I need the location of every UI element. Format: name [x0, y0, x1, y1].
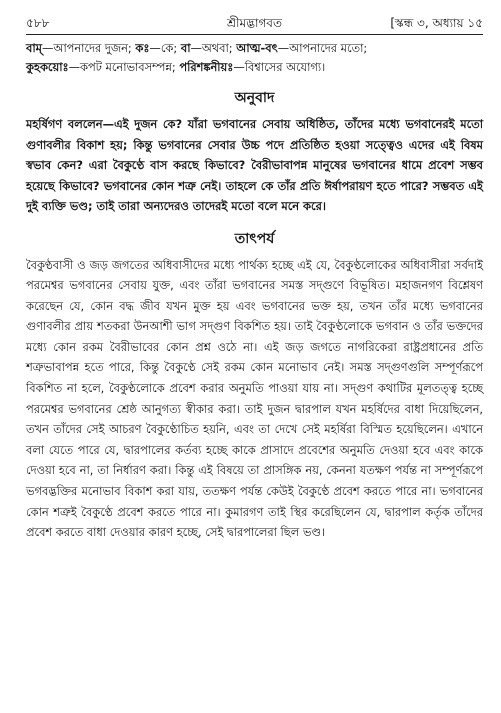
purport-text: বৈকুণ্ঠবাসী ও জড় জগতের অধিবাসীদের মধ্যে পার্থক্য হচ্ছে এই যে, বৈকুণ্ঠলোকের অধিবাসীরা সর্বদাই পরমেশ্বর ভগবানের সেবায় যুক্ত, এবং তাঁরা ভগবানের সমস্ত সদ্‌গুণে বিভূষিত। মহাজনগণ বিশ্লেষণ করেছেন যে, কোন বদ্ধ জীব যখন মুক্ত হয় এবং ভগবানের ভক্ত হয়, তখন তাঁর মধ্যে ভগবানের গুণাবলীর প্রায় শতকরা উনআশী ভাগ সদ্‌গুণ বিকশিত হয়। তাই বৈকুণ্ঠলোকে ভগবান ও তাঁর ভক্তদের মধ্যে কোন রকম বৈরীভাবের কোন প্রশ্ন ওঠে না। এই জড় জগতে নাগরিকেরা রাষ্ট্রপ্রধানের প্রতি শত্রুভাবাপন্ন হতে পারে, কিন্তু বৈকুণ্ঠে সেই রকম কোন মনোভাব নেই। সমস্ত সদ্‌গুণগুলি সম্পূর্ণরূপে বিকশিত না হলে, বৈকুণ্ঠলোকে প্রবেশ করার অনুমতি পাওয়া যায় না। সদ্‌গুণ কথাটির মূলতত্ত্ব হচ্ছে পরমেশ্বর ভগবানের শ্রেষ্ঠ আনুগত্য স্বীকার করা। তাই দুজন দ্বারপাল যখন মহর্ষিদের বাধা দিয়েছিলেন, তখন তাঁদের সেই আচরণ বৈকুণ্ঠোচিত হয়নি, এবং তা দেখে সেই মহর্ষিরা বিস্মিত হয়েছিলেন। এখানে বলা যেতে পারে যে, দ্বারপালের কর্তব্য হচ্ছে কাকে প্রাসাদে প্রবেশের অনুমতি দেওয়া হবে এবং কাকে দেওয়া হবে না, তা নির্ধারণ করা। কিন্তু এই বিষয়ে তা প্রাসঙ্গিক নয়, কেননা যতক্ষণ পর্যন্ত না সম্পূর্ণরূপে ভগবদ্ভক্তির মনোভাব বিকাশ করা যায়, ততক্ষণ পর্যন্ত কেউই বৈকুণ্ঠে প্রবেশ করতে পারে না। ভগবানের কোন শত্রুই বৈকুণ্ঠে প্রবেশ করতে পারে না। কুমারগণ তাই স্থির করেছিলেন যে, দ্বারপাল কর্তৃক তাঁদের প্রবেশ করতে বাধা দেওয়ার কারণ হচ্ছে, সেই দ্বারপালেরা ছিল ভণ্ড।	[26, 257, 483, 540]
synonym-term: বা	[180, 41, 191, 55]
synonym-term: বাম্	[26, 41, 42, 55]
synonym-meaning: —আপনাদের মতো;	[277, 41, 368, 55]
synonym-meaning: —কপট মনোভাবসম্পন্ন;	[68, 59, 180, 74]
synonym-term: কঃ	[135, 41, 150, 55]
synonym-meaning: —আপনাদের দুজন;	[41, 41, 136, 55]
purport-heading: তাৎপর্য	[234, 230, 275, 247]
chapter-reference: [স্কন্ধ ৩, অধ্যায় ১৫	[390, 16, 483, 30]
book-title: শ্রীমদ্ভাগবত	[226, 16, 282, 30]
synonym-term: আত্ম-বৎ	[236, 41, 278, 55]
synonym-meaning: —কে;	[149, 41, 181, 55]
synonym-meaning: —অথবা;	[190, 41, 237, 55]
page-number: ৫৮৮	[26, 16, 50, 30]
translation-text: মহর্ষিগণ বললেন—এই দুজন কে? যাঁরা ভগবানের সেবায় অধিষ্ঠিত, তাঁদের মধ্যে ভগবানেরই মতো গুণাবলীর বিকাশ হয়; কিন্তু ভগবানের সেবার উচ্চ পদে প্রতিষ্ঠিত হওয়া সত্ত্বেও এদের এই বিষম স্বভাব কেন? এরা বৈকুণ্ঠে বাস করছে কিভাবে? বৈরীভাবাপন্ন মানুষের ভগবানের ধামে প্রবেশ সম্ভব হয়েছে কিভাবে? ভগবানের কোন শত্রু নেই। তাহলে কে তাঁর প্রতি ঈর্ষাপরায়ণ হতে পারে? সম্ভবত এই দুই ব্যক্তি ভণ্ড; তাই তারা অন্যদেরও তাদেরই মতো বলে মনে করে।	[26, 117, 483, 213]
translation-heading: অনুবাদ	[234, 90, 275, 106]
page-header	[26, 14, 483, 35]
synonym-meaning: —বিশ্বাসের অযোগ্য।	[233, 59, 326, 74]
synonym-term: পরিশঙ্কনীয়ঃ	[179, 59, 234, 74]
synonym-term: কুহকয়োঃ	[26, 59, 69, 74]
synonyms-block	[26, 39, 483, 76]
